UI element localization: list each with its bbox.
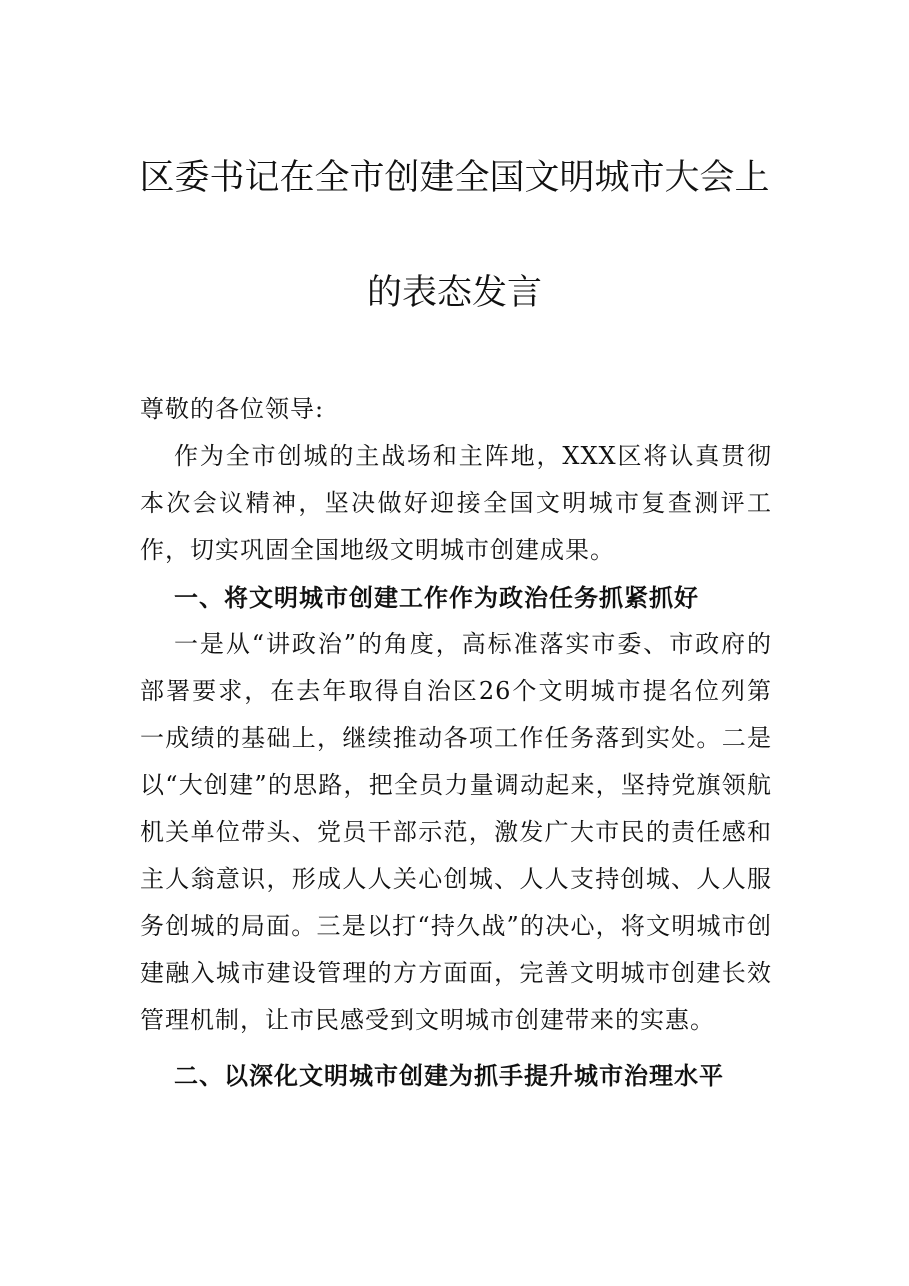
section-2-heading: 二、以深化文明城市创建为抓手提升城市治理水平 — [174, 1061, 724, 1090]
salutation: 尊敬的各位领导: — [140, 395, 325, 423]
intro-paragraph: 作为全市创城的主战场和主阵地，XXX区将认真贯彻本次会议精神，坚决做好迎接全国文明城市复查测评工作，切实巩固全国地级文明城市创建成果。 — [140, 442, 772, 564]
section-1-paragraph: 一是从“讲政治”的角度，高标准落实市委、市政府的部署要求，在去年取得自治区26个文明城市提名位列第一成绩的基础上，继续推动各项工作任务落到实处。二是以“大创建”的思路，把全员力量调动起来，坚持党旗领航机关单位带头、党员干部示范，激发广大市民的责任感和主人翁意识，形成人人关心创城、人人支持创城、人人服务创城的局面。三是以打“持久战”的决心，将文明城市创建融入城市建设管理的方方面面，完善文明城市创建长效管理机制，让市民感受到文明城市创建带来的实惠。 — [140, 630, 772, 1034]
document-title-line-1: 区委书记在全市创建全国文明城市大会上 — [139, 158, 770, 198]
document-body — [140, 386, 772, 1099]
document-title-line-2: 的表态发言 — [366, 273, 542, 313]
section-1-heading: 一、将文明城市创建工作作为政治任务抓紧抓好 — [174, 583, 699, 612]
